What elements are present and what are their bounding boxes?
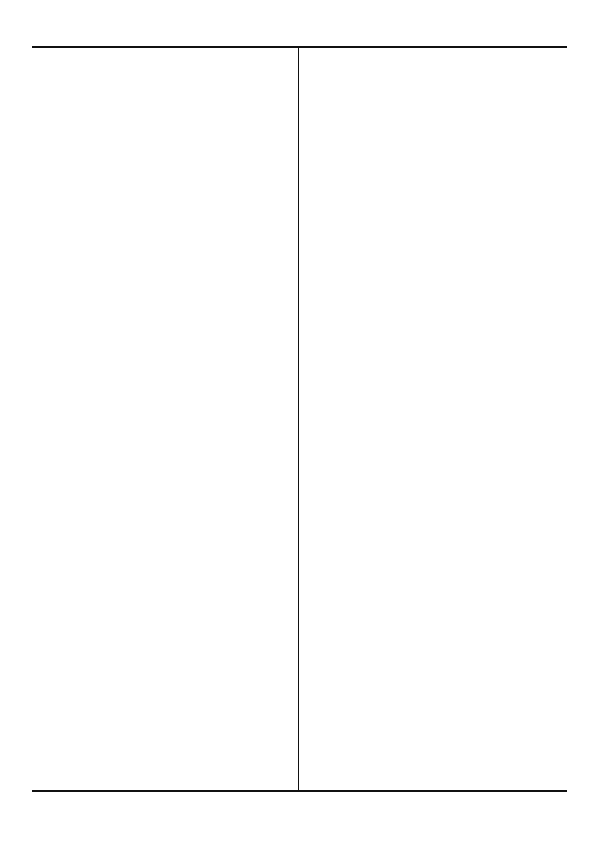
paragraph (304, 96, 562, 106)
paragraph (34, 231, 289, 241)
paragraph (34, 111, 289, 121)
paragraph (34, 217, 289, 227)
sub-label (304, 138, 562, 148)
subsection-heading (34, 323, 289, 334)
paragraph (304, 124, 562, 134)
right-column (304, 54, 562, 784)
bottom-rule (32, 790, 567, 792)
paragraph (304, 152, 562, 162)
column-divider (298, 46, 299, 790)
paragraph (304, 180, 562, 190)
paragraph (34, 153, 289, 163)
section-heading (34, 62, 289, 73)
paragraph (304, 54, 562, 64)
paragraph (34, 203, 289, 213)
paragraph (34, 125, 289, 135)
page-number (0, 808, 595, 819)
paragraph (34, 245, 289, 255)
left-column (34, 54, 289, 784)
top-rule (32, 46, 567, 48)
paragraph (34, 259, 289, 269)
paragraph (304, 82, 562, 92)
paragraph (34, 344, 289, 354)
paragraph (34, 139, 289, 149)
paragraph (304, 110, 562, 120)
note-paragraph (34, 287, 289, 297)
paragraph (304, 68, 562, 78)
paragraph (34, 83, 289, 93)
paragraph (34, 97, 289, 107)
